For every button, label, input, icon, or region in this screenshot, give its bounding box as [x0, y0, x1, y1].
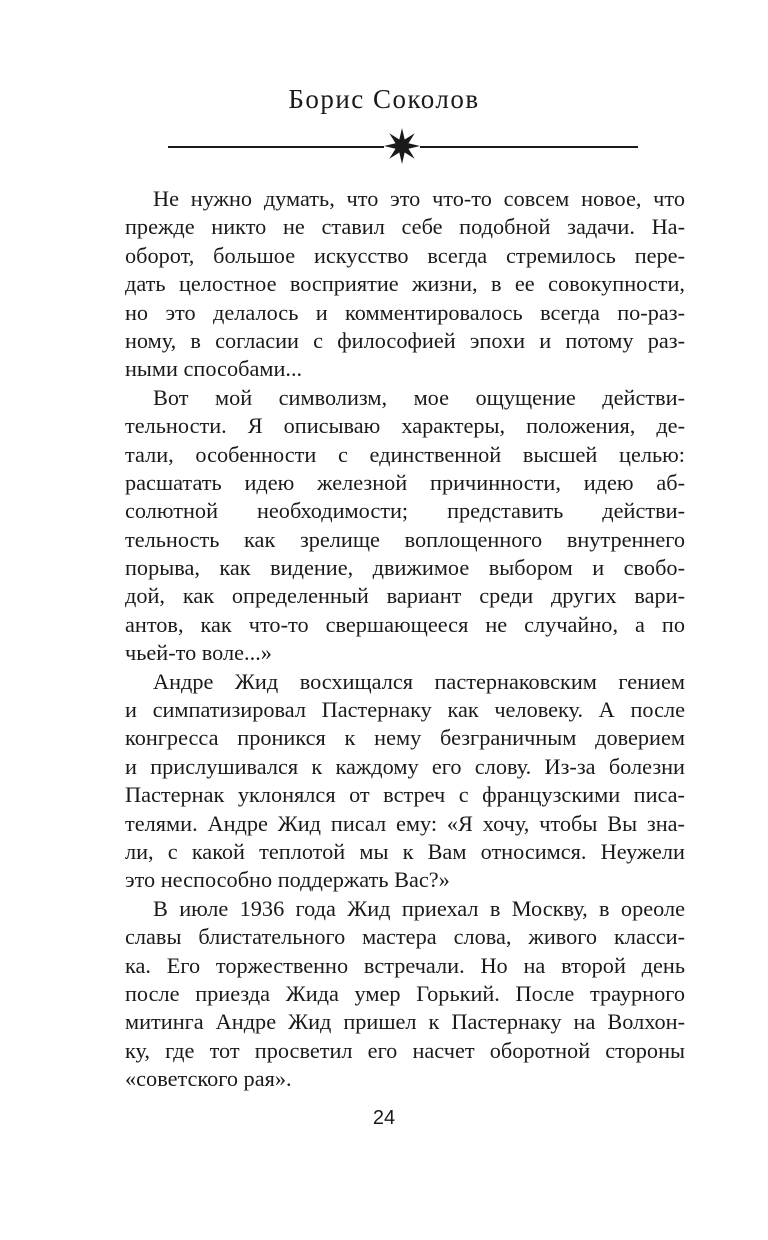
text-line: прежде никто не ставил себе подобной задачи. На-: [125, 214, 685, 240]
text-line: после приезда Жида умер Горький. После траурного: [125, 980, 685, 1006]
text-line: тали, особенности с единственной высшей целью:: [125, 441, 685, 467]
text-line: дой, как определенный вариант среди других вари-: [125, 583, 685, 609]
text-line: тельность как зрелище воплощенного внутреннего: [125, 526, 685, 552]
paragraph: [125, 668, 685, 895]
running-header-author: Борис Соколов: [288, 84, 480, 114]
text-line: телями. Андре Жид писал ему: «Я хочу, чтобы Вы зна-: [125, 810, 685, 836]
text-line: ному, в согласии с философией эпохи и потому раз-: [125, 327, 685, 353]
text-line: Пастернак уклонялся от встреч с французскими писа-: [125, 782, 685, 808]
text-line: антов, как что-то свершающееся не случайно, а по: [125, 611, 685, 637]
paragraph: [125, 384, 685, 668]
text-line: солютной необходимости; представить действи-: [125, 498, 685, 524]
text-line: и прислушивался к каждому его слову. Из-за болезни: [125, 753, 685, 779]
text-line: но это делалось и комментировалось всегда по-раз-: [125, 299, 685, 325]
text-line: Андре Жид восхищался пастернаковским гением: [153, 668, 685, 694]
text-line: «советского рая».: [125, 1066, 292, 1092]
text-line: конгресса проникся к нему безграничным доверием: [125, 725, 685, 751]
paragraph: [125, 895, 685, 1094]
text-line: оборот, большое искусство всегда стремилось пере-: [125, 242, 685, 268]
text-line: ли, с какой теплотой мы к Вам относимся. Неужели: [125, 838, 685, 864]
text-line: Не нужно думать, что это что-то совсем новое, что: [153, 186, 685, 211]
text-line: славы блистательного мастера слова, живого класси-: [125, 924, 685, 950]
header-rule-right: [420, 146, 638, 148]
text-line: ка. Его торжественно встречали. Но на второй день: [125, 952, 685, 978]
eight-point-star-icon: [384, 128, 420, 164]
text-line: митинга Андре Жид пришел к Пастернаку на Волхон-: [125, 1009, 685, 1035]
text-line: ку, где тот просветил его насчет оборотной стороны: [125, 1037, 685, 1063]
page-body: [125, 185, 685, 1094]
page-number: 24: [372, 1107, 396, 1129]
text-line: Вот мой символизм, мое ощущение действи-: [153, 384, 685, 410]
text-line: порыва, как видение, движимое выбором и свобо-: [125, 555, 685, 581]
header-rule-left: [168, 146, 384, 148]
text-line: тельности. Я описываю характеры, положения, де-: [125, 413, 685, 439]
text-line: расшатать идею железной причинности, идею аб-: [125, 469, 685, 495]
text-line: ными способами...: [125, 356, 303, 382]
text-line: и симпатизировал Пастернаку как человеку. А после: [125, 697, 685, 723]
text-line: дать целостное восприятие жизни, в ее совокупности,: [125, 271, 685, 297]
text-line: В июле 1936 года Жид приехал в Москву, в ореоле: [153, 895, 685, 921]
text-line: это неспособно поддержать Вас?»: [125, 867, 450, 893]
text-line: чьей-то воле...»: [125, 640, 272, 666]
paragraph: [125, 185, 685, 384]
